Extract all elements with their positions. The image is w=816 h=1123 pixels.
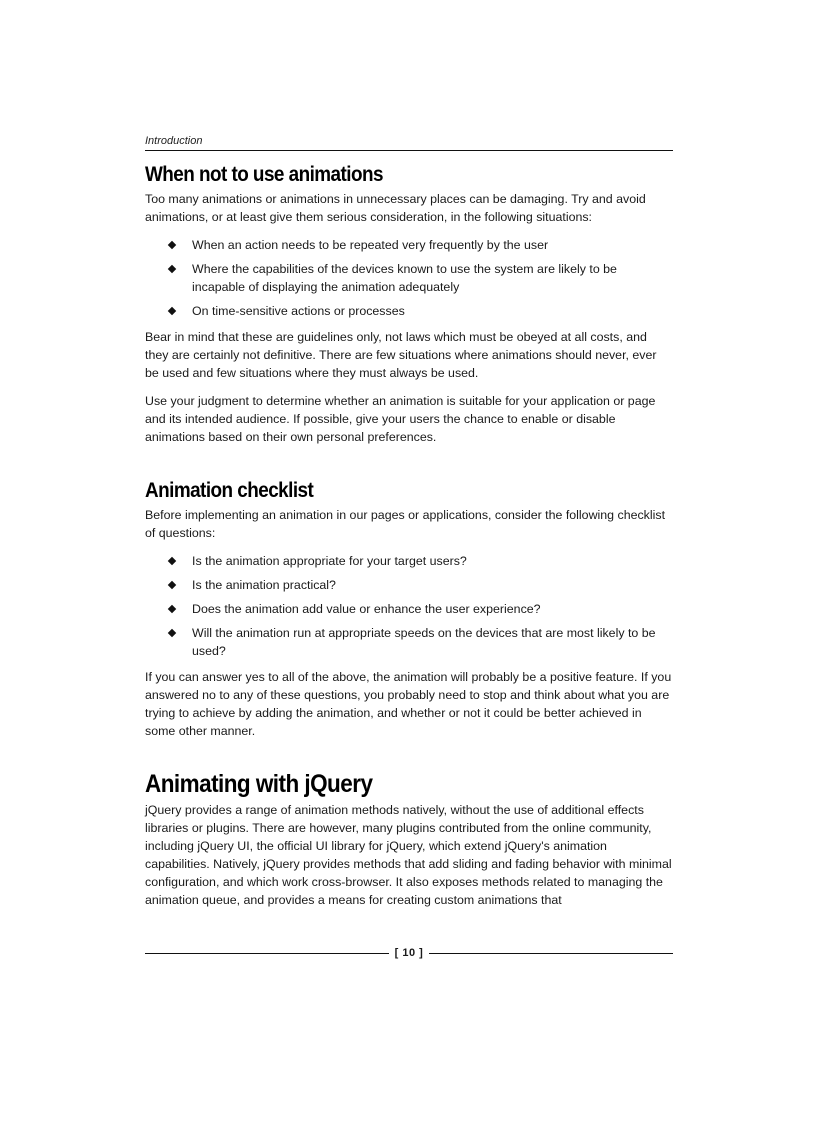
page-content <box>145 134 673 919</box>
list-item-text: Does the animation add value or enhance the user experience? <box>192 602 541 616</box>
section-heading-checklist: Animation checklist <box>145 479 314 502</box>
bullet-list <box>145 552 673 660</box>
paragraph: jQuery provides a range of animation methods natively, without the use of additional effects libraries or plugins. There are however, many plugins contributed from the online community, including jQuery UI, the official UI library for jQuery, which extend jQuery's animation capabilities. Natively, jQuery provides methods that add sliding and fading behavior with minimal configuration, and which work cross-browser. It also exposes methods related to managing the animation queue, and provides a means for creating custom animations that <box>145 803 672 907</box>
list-item-text: Where the capabilities of the devices known to use the system are likely to be incapable of displaying the animation adequately <box>192 262 617 294</box>
list-item <box>145 236 673 254</box>
list-item-text: When an action needs to be repeated very frequently by the user <box>192 238 549 252</box>
section-heading-when-not: When not to use animations <box>145 163 383 186</box>
list-item <box>145 260 673 296</box>
list-item-text: Will the animation run at appropriate speeds on the devices that are most likely to be used? <box>192 626 656 658</box>
list-item <box>145 576 673 594</box>
paragraph: Bear in mind that these are guidelines only, not laws which must be obeyed at all costs, and they are certainly not definitive. There are few situations where animations should never, ever be used and few situations where they must always be used. <box>145 330 657 380</box>
list-item <box>145 302 673 320</box>
list-item-text: Is the animation practical? <box>192 578 336 592</box>
paragraph: If you can answer yes to all of the above, the animation will probably be a positive feature. If you answered no to any of these questions, you probably need to stop and think about what you are trying to achieve by adding the animation, and whether or not it could be better achieved in some other manner. <box>145 670 672 738</box>
diamond-bullet-icon <box>168 605 176 613</box>
footer-rule-left <box>145 953 389 954</box>
diamond-bullet-icon <box>168 557 176 565</box>
list-item <box>145 552 673 570</box>
page-number: [ 10 ] <box>394 947 424 959</box>
running-header: Introduction <box>145 134 673 151</box>
diamond-bullet-icon <box>168 629 176 637</box>
section-heading-jquery: Animating with jQuery <box>145 770 373 798</box>
diamond-bullet-icon <box>168 265 176 273</box>
list-item <box>145 600 673 618</box>
footer-rule-right <box>429 953 673 954</box>
diamond-bullet-icon <box>168 241 176 249</box>
bullet-list <box>145 236 673 320</box>
list-item <box>145 624 673 660</box>
diamond-bullet-icon <box>168 307 176 315</box>
paragraph: Before implementing an animation in our pages or applications, consider the following checklist of questions: <box>145 508 666 540</box>
list-item-text: On time-sensitive actions or processes <box>192 304 405 318</box>
diamond-bullet-icon <box>168 581 176 589</box>
page-footer <box>145 944 673 962</box>
paragraph: Use your judgment to determine whether an animation is suitable for your application or page and its intended audience. If possible, give your users the chance to enable or disable animations based on their own personal preferences. <box>145 394 656 444</box>
list-item-text: Is the animation appropriate for your target users? <box>192 554 467 568</box>
paragraph: Too many animations or animations in unnecessary places can be damaging. Try and avoid animations, or at least give them serious consideration, in the following situations: <box>145 192 646 224</box>
